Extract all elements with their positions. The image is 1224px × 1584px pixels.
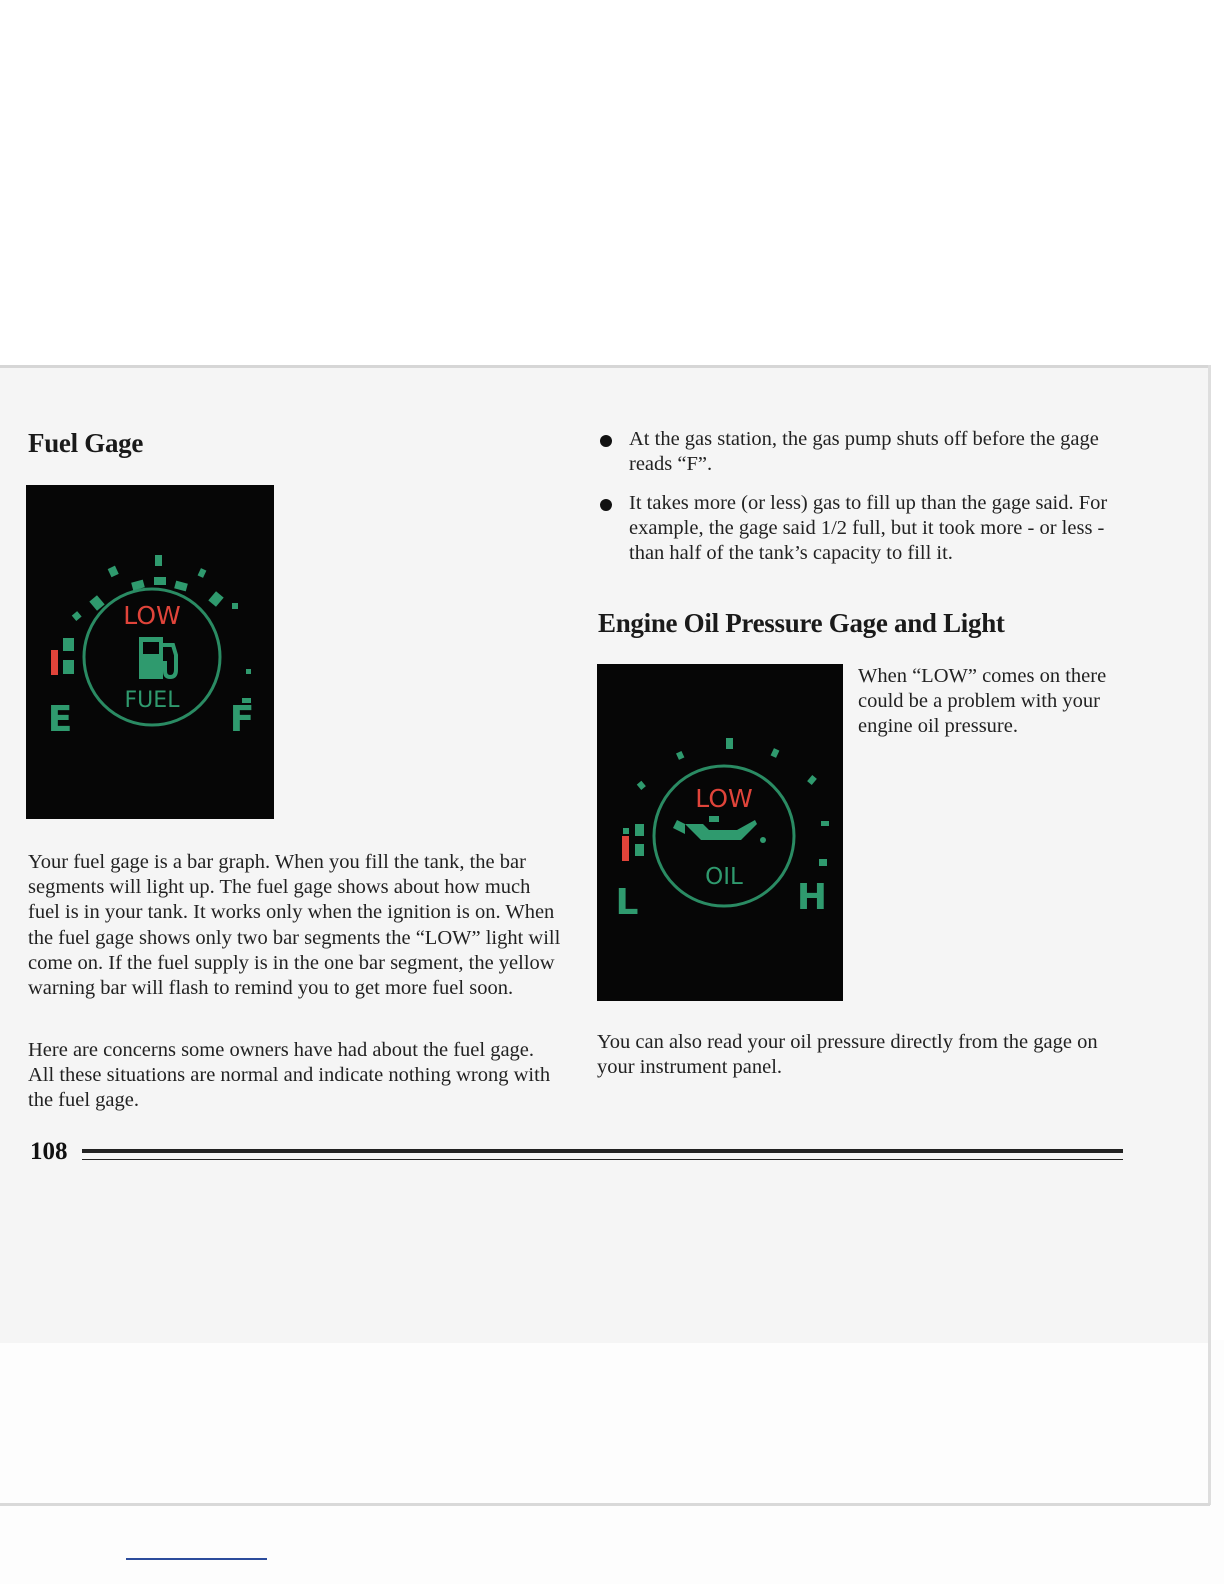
oil-pressure-heading: Engine Oil Pressure Gage and Light [598, 608, 1005, 638]
fuel-low-label: LOW [123, 601, 181, 630]
oil-name-label: OIL [705, 864, 743, 890]
fuel-gauge-image [26, 485, 274, 819]
oil-low-label: LOW [695, 784, 753, 813]
oil-gauge-image [597, 664, 843, 1001]
bullet-dot-icon [600, 435, 612, 447]
fuel-gage-description: Your fuel gage is a bar graph. When you fill the tank, the bar segments will light up. The fuel gage shows about how much fuel is in your tank. It works only when the ignition is on. When the fuel gage shows only two bar segments the “LOW” light will come on. If the fuel supply is in the one bar segment, the yellow warning bar will flash to remind you to get more fuel soon. [28, 851, 561, 1000]
footer-link-line [126, 1558, 267, 1560]
bullet-dot-icon [600, 499, 612, 511]
oil-pressure-note: You can also read your oil pressure directly from the gage on your instrument panel. [597, 1031, 1098, 1079]
page-edge [1208, 365, 1211, 1505]
fuel-warning-bar [51, 650, 58, 675]
bullet-text: It takes more (or less) gas to fill up than the gage said. For example, the gage said 1/2 full, but it took more - or less - than half of the tank’s capacity to fill it. [629, 492, 1108, 565]
fuel-pump-icon [139, 637, 176, 679]
page-number: 108 [30, 1138, 68, 1165]
oil-can-icon [673, 816, 766, 843]
fuel-gage-heading: Fuel Gage [28, 428, 144, 458]
oil-low-explanation: When “LOW” comes on there could be a problem with your engine oil pressure. [858, 665, 1107, 738]
fuel-name-label: FUEL [124, 688, 180, 713]
footer-rule-thick [82, 1149, 1123, 1153]
lower-background [0, 1340, 1224, 1584]
empty-label: E [47, 699, 73, 740]
page-bottom-edge [0, 1503, 1210, 1506]
oil-warning-bar [622, 836, 629, 861]
footer-rule-thin [82, 1159, 1123, 1160]
manual-page [0, 365, 1210, 1343]
bullet-item [629, 427, 1129, 477]
bullet-text: At the gas station, the gas pump shuts off before the gage reads “F”. [629, 428, 1099, 476]
low-end-label: L [615, 882, 639, 923]
fuel-gage-concerns: Here are concerns some owners have had about the fuel gage. All these situations are normal and indicate nothing wrong with the fuel gage. [28, 1039, 551, 1112]
bullet-item [629, 491, 1129, 567]
high-end-label: H [796, 877, 828, 918]
full-label: F [229, 699, 255, 740]
